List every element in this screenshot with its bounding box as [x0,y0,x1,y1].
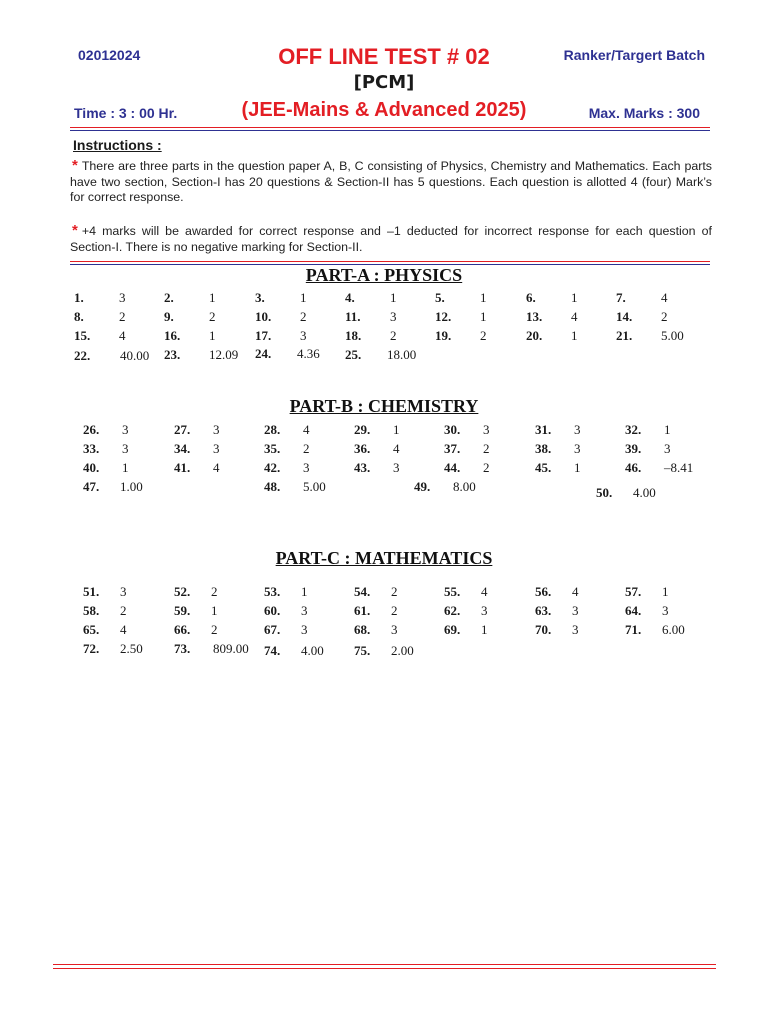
question-number: 25. [345,347,362,362]
answer-value: 2 [390,328,397,343]
answer-value: 3 [122,441,129,456]
answer-value: 5.00 [661,328,684,343]
answer-value: 3 [213,422,220,437]
question-number: 13. [526,309,543,324]
question-number: 30. [444,422,461,437]
question-number: 3. [255,290,265,305]
answer-value: 4 [303,422,310,437]
question-number: 12. [435,309,452,324]
question-number: 37. [444,441,461,456]
question-number: 29. [354,422,371,437]
answer-value: 18.00 [387,347,417,362]
question-number: 18. [345,328,362,343]
question-number: 70. [535,622,552,637]
answer-value: 1 [393,422,400,437]
question-number: 66. [174,622,191,637]
answer-value: 809.00 [213,641,249,656]
answer-value: 4 [393,441,400,456]
answer-value: 4.36 [297,346,320,361]
answer-value: 3 [572,622,579,637]
answer-value: 4.00 [633,485,656,500]
instruction-item [70,158,712,206]
question-number: 20. [526,328,543,343]
question-number: 58. [83,603,100,618]
answer-value: 2 [120,603,127,618]
question-number: 16. [164,328,181,343]
question-number: 2. [164,290,174,305]
question-number: 51. [83,584,100,599]
question-number: 14. [616,309,633,324]
answer-value: 2 [303,441,310,456]
question-number: 38. [535,441,552,456]
answer-value: 3 [393,460,400,475]
answer-value: 4 [481,584,488,599]
bullet-star-icon: * [72,157,78,174]
instruction-text: There are three parts in the question paper A, B, C consisting of Physics, Chemistry and Mathematics. Each parts have two section, Section-I has 20 questions & Section-II has 5 questions. Each question is allotted 4 (four) Mark’s for correct response. [70,159,712,204]
question-number: 59. [174,603,191,618]
answer-value: 1 [571,328,578,343]
instructions-divider [70,261,710,262]
instruction-item [70,223,712,255]
answer-value: 12.09 [209,347,239,362]
answer-value: 4 [213,460,220,475]
batch-label: Ranker/Targert Batch [563,47,705,63]
answer-value: 4.00 [301,643,324,658]
answer-value: 2 [483,441,490,456]
answer-value: 3 [213,441,220,456]
answer-value: 3 [300,328,307,343]
answer-value: 3 [301,603,308,618]
answer-value: 2 [661,309,668,324]
question-number: 48. [264,479,281,494]
question-number: 67. [264,622,281,637]
question-number: 36. [354,441,371,456]
part-c-title: PART-C : MATHEMATICS [275,548,493,568]
answer-value: 2 [483,460,490,475]
exam-label: (JEE-Mains & Advanced 2025) [241,99,527,121]
answer-value: 2.50 [120,641,143,656]
answer-value: 1 [480,309,487,324]
answer-value: 3 [119,290,126,305]
question-number: 11. [345,309,361,324]
answer-value: 4 [572,584,579,599]
question-number: 46. [625,460,642,475]
question-number: 41. [174,460,191,475]
question-number: 64. [625,603,642,618]
answer-value: 8.00 [453,479,476,494]
answer-value: 1 [301,584,308,599]
question-number: 54. [354,584,371,599]
header-divider-secondary [70,130,710,131]
answer-value: 1 [571,290,578,305]
answer-value: 2 [119,309,126,324]
answer-value: 3 [301,622,308,637]
question-number: 62. [444,603,461,618]
question-number: 17. [255,328,272,343]
question-number: 47. [83,479,100,494]
part-b-title: PART-B : CHEMISTRY [289,396,479,416]
answer-value: 6.00 [662,622,685,637]
question-number: 32. [625,422,642,437]
answer-value: 4 [571,309,578,324]
answer-value: 4 [661,290,668,305]
answer-value: 3 [481,603,488,618]
date-code: 02012024 [78,47,141,63]
answer-value: 2 [211,622,218,637]
answer-value: 3 [664,441,671,456]
answer-value: 1 [300,290,307,305]
answer-value: 2 [211,584,218,599]
answer-value: 2 [209,309,216,324]
answer-value: 40.00 [120,348,150,363]
question-number: 35. [264,441,281,456]
question-number: 71. [625,622,642,637]
part-a-title: PART-A : PHYSICS [305,265,463,285]
answer-value: 2 [300,309,307,324]
answer-value: 1.00 [120,479,143,494]
question-number: 44. [444,460,461,475]
question-number: 42. [264,460,281,475]
answer-value: –8.41 [664,460,694,475]
answer-value: 4 [120,622,127,637]
question-number: 52. [174,584,191,599]
answer-value: 3 [391,622,398,637]
question-number: 50. [596,485,613,500]
question-number: 21. [616,328,633,343]
question-number: 63. [535,603,552,618]
answer-value: 4 [119,328,126,343]
question-number: 6. [526,290,536,305]
answer-value: 2.00 [391,643,414,658]
answer-value: 1 [664,422,671,437]
question-number: 28. [264,422,281,437]
question-number: 43. [354,460,371,475]
answer-value: 1 [480,290,487,305]
answer-value: 3 [122,422,129,437]
question-number: 26. [83,422,100,437]
answer-value: 3 [574,441,581,456]
question-number: 15. [74,328,91,343]
answer-value: 3 [574,422,581,437]
answer-value: 1 [209,290,216,305]
question-number: 45. [535,460,552,475]
max-marks-label: Max. Marks : 300 [588,105,700,121]
answer-value: 2 [480,328,487,343]
question-number: 9. [164,309,174,324]
question-number: 27. [174,422,191,437]
answer-value: 1 [209,328,216,343]
question-number: 7. [616,290,626,305]
question-number: 65. [83,622,100,637]
question-number: 73. [174,641,191,656]
question-number: 68. [354,622,371,637]
question-number: 57. [625,584,642,599]
question-number: 34. [174,441,191,456]
question-number: 74. [264,643,281,658]
answer-value: 5.00 [303,479,326,494]
answer-value: 3 [390,309,397,324]
answer-value: 1 [390,290,397,305]
question-number: 19. [435,328,452,343]
question-number: 49. [414,479,431,494]
question-number: 61. [354,603,371,618]
footer-divider-secondary [53,968,716,969]
question-number: 55. [444,584,461,599]
question-number: 24. [255,346,272,361]
question-number: 4. [345,290,355,305]
question-number: 39. [625,441,642,456]
question-number: 23. [164,347,181,362]
answer-value: 1 [122,460,129,475]
question-number: 33. [83,441,100,456]
footer-divider [53,964,716,965]
question-number: 53. [264,584,281,599]
question-number: 60. [264,603,281,618]
question-number: 56. [535,584,552,599]
question-number: 1. [74,290,84,305]
question-number: 69. [444,622,461,637]
header-divider [70,127,710,128]
answer-value: 2 [391,603,398,618]
time-label: Time : 3 : 00 Hr. [74,105,178,121]
answer-value: 3 [483,422,490,437]
instruction-text: +4 marks will be awarded for correct response and –1 deducted for incorrect response for each question of Section-I. There is no negative marking for Section-II. [70,224,712,254]
answer-value: 3 [303,460,310,475]
answer-value: 3 [662,603,669,618]
answer-value: 3 [120,584,127,599]
answer-value: 1 [574,460,581,475]
question-number: 40. [83,460,100,475]
question-number: 8. [74,309,84,324]
answer-value: 2 [391,584,398,599]
answer-value: 1 [481,622,488,637]
instructions-heading: Instructions : [73,137,162,153]
test-title: OFF LINE TEST # 02 [278,44,490,69]
question-number: 5. [435,290,445,305]
answer-value: 1 [662,584,669,599]
subject-label: [PCM] [353,72,415,93]
answer-value: 1 [211,603,218,618]
bullet-star-icon: * [72,222,78,239]
question-number: 22. [74,348,91,363]
answer-value: 3 [572,603,579,618]
question-number: 31. [535,422,552,437]
question-number: 72. [83,641,100,656]
question-number: 10. [255,309,272,324]
question-number: 75. [354,643,371,658]
